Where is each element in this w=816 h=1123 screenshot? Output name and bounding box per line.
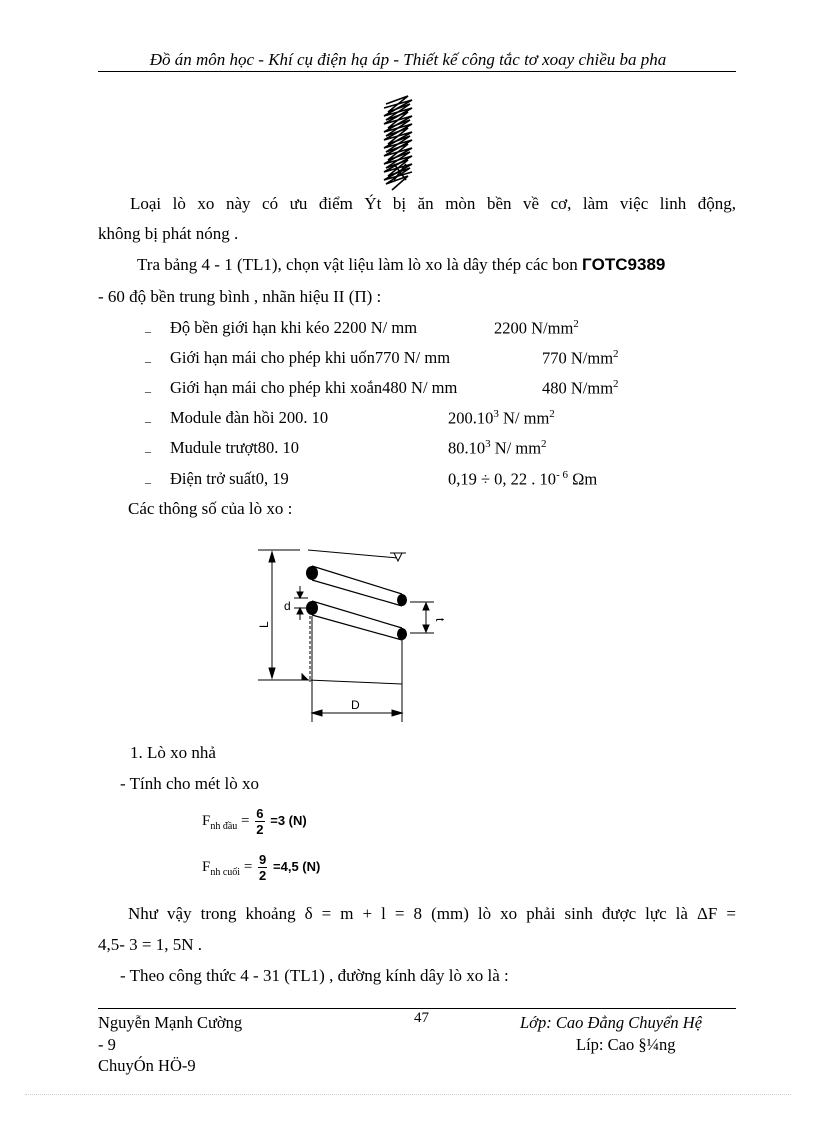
bullet-item: _ Giới hạn mái cho phép khi xoắn480 N/ mm: [145, 378, 458, 397]
bullet-value: 200.10$^3$ N/ $mm^2$: [448, 408, 555, 428]
section-heading: 1. Lò xo nhả: [130, 743, 216, 762]
formula-f-end: $F_{nh cuối}$ = $\frac{9}{2}$ =4,5 (N): [202, 852, 321, 883]
bullet-item: _ Giới hạn mái cho phép khi uốn770 N/ mm: [145, 348, 451, 367]
para2-line1: [137, 255, 665, 275]
subheading: - Tính cho mét lò xo: [120, 774, 259, 793]
bullet-item: _ Mudule trượt80. 10: [145, 438, 300, 457]
footer-class-line2: Líp: Cao §¼ng: [576, 1035, 676, 1054]
spring-diagram: [250, 540, 450, 730]
label-d: d: [284, 599, 291, 613]
bullet-item: _ Module đàn hồi 200. 10: [145, 408, 329, 427]
para3-line2: 4,5- 3 = 1, 5N .: [98, 935, 203, 954]
page-edge-dotted: [25, 1094, 791, 1095]
bullet-value: 770 $N/mm^2$: [542, 348, 619, 368]
label-L: L: [257, 621, 271, 628]
header-rule: [98, 71, 736, 72]
label-t: t: [433, 618, 447, 622]
para3-line1: Như vậy trong khoảng δ = m + l = 8 (mm) lò xo phải sinh được lực là ΔF =: [128, 904, 736, 923]
bullet-value: 0,19 ÷ 0, 22 . $10^{- 6}$ Ωm: [448, 469, 598, 489]
para2-line2: - 60 độ bền trung bình , nhãn hiệu II (П) :: [98, 287, 382, 306]
formula-f-start: $F_{nh đầu}$ = $\frac{6}{2}$ =3 (N): [202, 806, 307, 837]
bullet-item: _ Độ bền giới hạn khi kéo 2200 N/ mm: [145, 318, 418, 337]
para1-line1: Loại lò xo này có ưu điểm Ýt bị ăn mòn bền về cơ, làm việc linh động,: [130, 194, 736, 213]
para4: - Theo công thức 4 - 31 (TL1) , đường kính dây lò xo là :: [120, 966, 509, 985]
para2-text: Tra bảng 4 - 1 (TL1), chọn vật liệu làm lò xo là dây thép các bon: [137, 255, 578, 274]
gost-symbol: ГOTC9389: [582, 255, 666, 274]
spring-coil-icon: [378, 94, 420, 194]
para1-line2: không bị phát nóng .: [98, 224, 239, 243]
footer-class: Lớp: Cao Đẳng Chuyển Hệ: [520, 1013, 703, 1032]
bullet-value: 80.10$^3$ N/ $mm^2$: [448, 438, 547, 458]
footer-author-suffix: - 9: [98, 1035, 116, 1054]
bullet-value: 2200 $N/mm^2$: [494, 318, 579, 338]
label-D: D: [351, 698, 360, 712]
page-number: 47: [414, 1010, 429, 1026]
bullet-value: 480 $N/mm^2$: [542, 378, 619, 398]
params-title: Các thông số của lò xo :: [128, 499, 293, 518]
page-header-title: Đồ án môn học - Khí cụ điện hạ áp - Thiết kế công tắc tơ xoay chiều ba pha: [149, 50, 667, 69]
footer-author: Nguyễn Mạnh Cường: [98, 1013, 243, 1032]
bullet-item: _ Điện trở suất0, 19: [145, 469, 289, 488]
footer-author-line3: ChuyÓn HÖ-9: [98, 1056, 196, 1075]
footer-rule: [98, 1008, 736, 1009]
